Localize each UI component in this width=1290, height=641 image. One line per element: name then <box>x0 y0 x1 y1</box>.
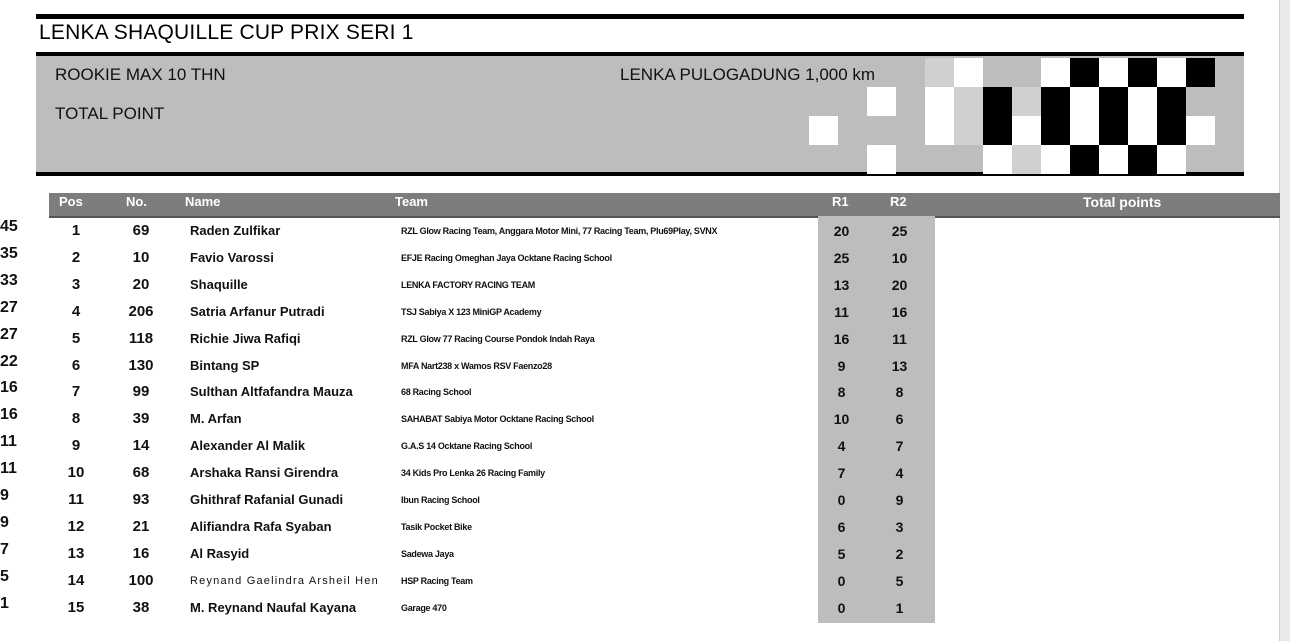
cell-no: 93 <box>132 491 150 508</box>
cell-r2: 10 <box>891 249 908 266</box>
cell-r1: 0 <box>837 599 846 616</box>
cell-pos: 1 <box>71 222 81 239</box>
cell-total: 1 <box>0 594 9 612</box>
cell-name: M. Reynand Naufal Kayana <box>190 599 357 615</box>
flag-square <box>867 87 896 116</box>
flag-square <box>983 116 1012 145</box>
category-label: ROOKIE MAX 10 THN <box>55 65 226 84</box>
col-header-r1: R1 <box>832 194 849 209</box>
flag-square <box>1070 145 1099 174</box>
table-row <box>0 487 1290 514</box>
cell-r1: 13 <box>833 276 850 293</box>
table-row <box>0 299 1290 326</box>
cell-r2: 20 <box>891 276 908 293</box>
cell-total: 9 <box>0 487 9 504</box>
cell-no: 206 <box>128 302 154 320</box>
cell-team: MFA Nart238 x Wamos RSV Faenzo28 <box>401 360 552 371</box>
cell-name: Satria Arfanur Putradi <box>190 303 325 319</box>
cell-no: 39 <box>132 410 150 428</box>
cell-pos: 13 <box>67 544 85 562</box>
cell-r2: 6 <box>895 411 904 428</box>
cell-pos: 8 <box>71 410 81 428</box>
col-header-r2: R2 <box>890 194 907 209</box>
flag-square <box>1099 58 1128 87</box>
cell-name: Shaquille <box>190 276 248 292</box>
flag-square <box>1157 145 1186 174</box>
flag-square <box>954 58 983 87</box>
flag-square <box>1041 58 1070 87</box>
cell-r1: 6 <box>837 518 846 535</box>
flag-square <box>1070 87 1099 116</box>
col-header-no: No. <box>126 194 147 209</box>
cell-no: 38 <box>132 598 150 616</box>
cell-pos: 10 <box>67 464 85 482</box>
cell-total: 16 <box>0 406 18 424</box>
cell-r2: 4 <box>895 465 904 482</box>
flag-square <box>1157 87 1186 116</box>
flag-square <box>1041 145 1070 174</box>
cell-team: EFJE Racing Omeghan Jaya Ocktane Racing School <box>401 252 612 263</box>
cell-no: 99 <box>132 383 150 401</box>
cell-team: Garage 470 <box>401 602 447 613</box>
location-label: LENKA PULOGADUNG 1,000 km <box>620 65 876 84</box>
cell-total: 16 <box>0 379 18 397</box>
cell-r2: 11 <box>892 330 907 347</box>
flag-square <box>867 145 896 174</box>
cell-r1: 0 <box>837 572 846 589</box>
cell-pos: 12 <box>67 517 85 535</box>
cell-no: 16 <box>132 544 150 562</box>
cell-total: 5 <box>0 567 9 585</box>
flag-square <box>1157 58 1186 87</box>
cell-r1: 9 <box>837 357 846 374</box>
cell-team: Sadewa Jaya <box>401 548 454 559</box>
col-header-team: Team <box>395 194 428 209</box>
table-row <box>0 406 1290 433</box>
cell-team: 68 Racing School <box>401 387 472 398</box>
cell-no: 21 <box>132 517 150 535</box>
flag-square <box>1186 58 1215 87</box>
cell-name: Sulthan Altfafandra Mauza <box>190 384 353 400</box>
flag-square <box>1099 116 1128 145</box>
flag-square <box>1128 58 1157 87</box>
cell-r1: 0 <box>837 492 846 508</box>
cell-r2: 1 <box>895 599 904 616</box>
col-header-pos: Pos <box>59 194 83 209</box>
cell-name: Arshaka Ransi Girendra <box>190 465 339 481</box>
table-row <box>0 541 1290 568</box>
cell-name: Al Rasyid <box>190 545 250 561</box>
cell-team: RZL Glow Racing Team, Anggara Motor Mini, 77 Racing Team, Plu69Play, SVNX <box>401 226 718 236</box>
table-row <box>0 379 1290 406</box>
cell-r1: 20 <box>833 223 850 239</box>
cell-pos: 5 <box>71 329 81 347</box>
cell-pos: 15 <box>67 598 85 616</box>
table-row <box>0 460 1290 487</box>
flag-square <box>1012 116 1041 145</box>
flag-square <box>1157 116 1186 145</box>
flag-square <box>983 145 1012 174</box>
top-rule <box>36 14 1244 19</box>
cell-r1: 4 <box>837 438 846 455</box>
cell-pos: 7 <box>71 383 81 401</box>
cell-total: 35 <box>0 244 18 262</box>
cell-total: 7 <box>0 540 9 558</box>
flag-square <box>1128 87 1157 116</box>
flag-square <box>1041 87 1070 116</box>
cell-name: Alifiandra Rafa Syaban <box>190 518 332 534</box>
checkered-flag-graphic <box>806 56 1244 172</box>
table-row <box>0 353 1290 380</box>
flag-square <box>809 116 838 145</box>
table-row <box>0 568 1290 595</box>
flag-square <box>954 87 983 116</box>
cell-pos: 11 <box>68 491 84 508</box>
cell-r2: 7 <box>895 438 904 455</box>
flag-square <box>954 116 983 145</box>
cell-pos: 9 <box>71 437 81 455</box>
cell-team: 34 Kids Pro Lenka 26 Racing Family <box>401 468 545 479</box>
cell-team: SAHABAT Sabiya Motor Ocktane Racing School <box>401 414 594 425</box>
cell-no: 20 <box>132 275 150 293</box>
cell-name: Raden Zulfikar <box>190 223 281 238</box>
cell-name: Reynand Gaelindra Arsheil Hen <box>190 574 379 587</box>
table-row <box>0 514 1290 541</box>
col-header-name: Name <box>185 194 221 209</box>
cell-no: 14 <box>132 437 150 455</box>
flag-square <box>1128 116 1157 145</box>
cell-name: Bintang SP <box>190 357 260 373</box>
subtitle-label: TOTAL POINT <box>55 104 165 123</box>
cell-r1: 7 <box>837 465 846 482</box>
cell-r1: 8 <box>837 384 846 401</box>
cell-r2: 25 <box>891 223 908 239</box>
cell-r2: 3 <box>895 518 904 535</box>
cell-name: Favio Varossi <box>190 249 274 265</box>
cell-r2: 9 <box>895 492 904 508</box>
table-row <box>0 245 1290 272</box>
table-row <box>0 433 1290 460</box>
table-row <box>0 272 1290 299</box>
flag-square <box>1186 116 1215 145</box>
flag-square <box>925 87 954 116</box>
cell-pos: 6 <box>71 356 81 374</box>
flag-square <box>1070 58 1099 87</box>
cell-total: 9 <box>0 513 9 531</box>
cell-r2: 16 <box>891 303 908 320</box>
table-row <box>0 595 1290 622</box>
cell-total: 11 <box>0 433 17 451</box>
cell-r1: 16 <box>833 330 850 347</box>
flag-square <box>1099 145 1128 174</box>
cell-pos: 14 <box>67 571 85 589</box>
cell-total: 27 <box>0 298 18 316</box>
cell-team: HSP Racing Team <box>401 575 473 586</box>
cell-r2: 2 <box>895 545 904 562</box>
cell-no: 130 <box>128 356 154 374</box>
cell-pos: 3 <box>71 275 81 293</box>
table-row <box>0 326 1290 353</box>
cell-r1: 11 <box>834 303 849 320</box>
table-row <box>0 218 1290 245</box>
cell-r1: 25 <box>833 249 850 266</box>
cell-total: 22 <box>0 352 18 370</box>
flag-square <box>925 58 954 87</box>
cell-name: Richie Jiwa Rafiqi <box>190 330 301 346</box>
cell-name: Ghithraf Rafanial Gunadi <box>190 492 344 507</box>
cell-team: Tasik Pocket Bike <box>401 521 472 532</box>
cell-team: G.A.S 14 Ocktane Racing School <box>401 441 533 452</box>
cell-no: 10 <box>132 248 150 266</box>
cell-no: 118 <box>128 329 154 347</box>
cell-pos: 2 <box>71 248 81 266</box>
flag-square <box>1012 87 1041 116</box>
flag-square <box>1012 145 1041 174</box>
flag-square <box>925 116 954 145</box>
cell-r2: 5 <box>895 572 904 589</box>
cell-name: Alexander Al Malik <box>190 438 306 454</box>
cell-no: 69 <box>132 222 150 239</box>
cell-pos: 4 <box>71 302 81 320</box>
cell-no: 68 <box>132 464 150 482</box>
cell-r2: 13 <box>891 357 908 374</box>
cell-total: 27 <box>0 325 18 343</box>
page-title: LENKA SHAQUILLE CUP PRIX SERI 1 <box>39 21 414 44</box>
cell-total: 11 <box>0 460 17 478</box>
cell-total: 45 <box>0 218 18 235</box>
table-header <box>49 193 1280 216</box>
cell-team: LENKA FACTORY RACING TEAM <box>401 279 536 290</box>
flag-square <box>1099 87 1128 116</box>
cell-name: M. Arfan <box>190 411 242 427</box>
cell-r1: 5 <box>837 545 846 562</box>
flag-square <box>1041 116 1070 145</box>
cell-no: 100 <box>128 571 154 589</box>
col-header-total: Total points <box>1083 194 1162 210</box>
cell-team: RZL Glow 77 Racing Course Pondok Indah Raya <box>401 333 595 344</box>
cell-r1: 10 <box>833 411 850 428</box>
cell-total: 33 <box>0 271 18 289</box>
flag-square <box>983 87 1012 116</box>
cell-r2: 8 <box>895 384 904 401</box>
flag-square <box>1128 145 1157 174</box>
flag-square <box>1070 116 1099 145</box>
cell-team: Ibun Racing School <box>401 495 480 505</box>
cell-team: TSJ Sabiya X 123 MiniGP Academy <box>401 306 542 317</box>
